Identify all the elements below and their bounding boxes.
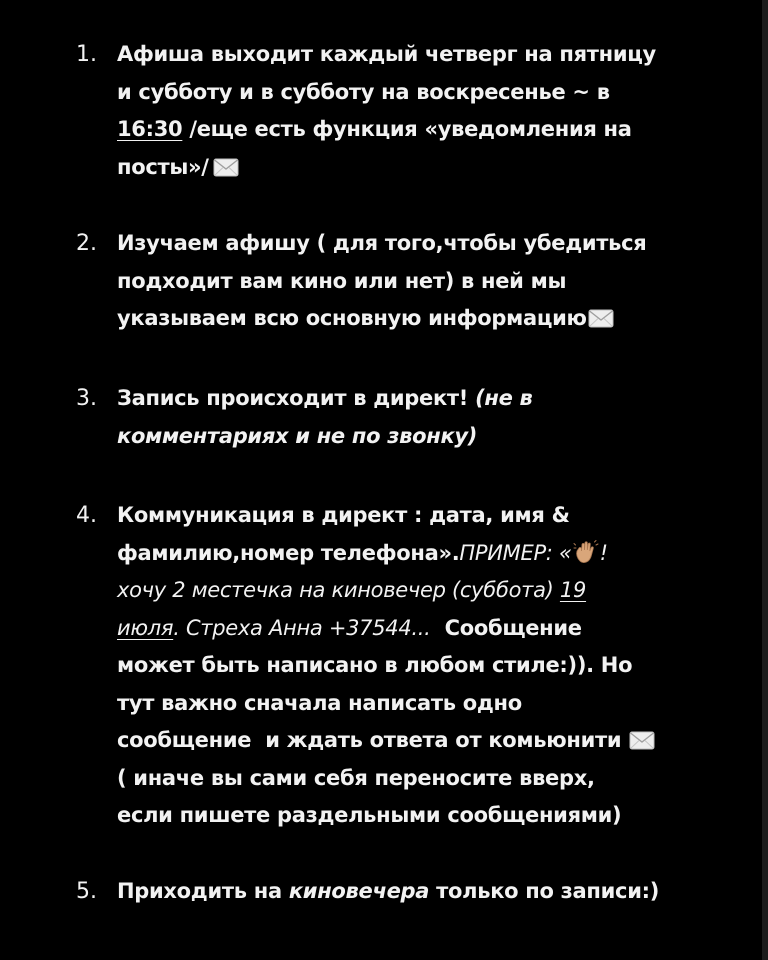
item-text [117, 36, 717, 186]
item-line: и субботу и в субботу на воскресенье ~ в [117, 79, 610, 104]
item-line-text: . Стреха Анна +37544... [173, 615, 431, 640]
item-line-text: посты»/ [117, 154, 209, 179]
scrollbar[interactable] [762, 0, 768, 960]
item-line: Афиша выходит каждый четверг на пятницу [117, 42, 656, 66]
item-number: 1. [76, 42, 97, 67]
item-line-text: /еще есть функция «уведомления на [182, 117, 632, 141]
envelope-icon [213, 158, 239, 177]
item-line [117, 300, 717, 338]
item-line: Коммуникация в директ : дата, имя & [117, 503, 570, 527]
item-line: тут важно сначала написать одно [117, 690, 522, 715]
item-text [117, 380, 717, 455]
item-line-text: Сообщение [430, 615, 582, 640]
item-line-text: фамилию,номер телефона». [117, 540, 460, 565]
item-text [117, 225, 717, 338]
item-line [117, 722, 717, 760]
item-number: 4. [76, 503, 97, 528]
item-line-text: ! [599, 540, 608, 565]
example-label: ПРИМЕР: « [459, 540, 572, 565]
item-number: 5. [76, 879, 97, 904]
item-line [117, 149, 717, 187]
item-line-text: хочу 2 местечка на киновечер (суббота) [117, 578, 560, 602]
item-line-text: только по записи:) [429, 879, 660, 903]
item-line [117, 610, 717, 648]
item-line: ( иначе вы сами себя переносите вверх, [117, 765, 595, 790]
item-line-text: Запись происходит в директ! [117, 386, 476, 410]
item-line [117, 873, 717, 911]
item-line-text: указываем всю основную информацию [117, 306, 587, 330]
date-value: июля [117, 615, 174, 640]
item-line: если пишете раздельными сообщениями) [117, 803, 622, 827]
item-text [117, 873, 717, 911]
item-text [117, 497, 717, 835]
item-line: может быть написано в любом стиле:)). Но [117, 653, 633, 677]
waving-hand-icon [573, 539, 599, 565]
item-line [117, 380, 717, 418]
item-line-text: Приходить на [117, 879, 289, 903]
envelope-icon [588, 309, 614, 328]
item-line-italic: киновечера [288, 879, 430, 903]
item-line-italic: (не в [475, 386, 533, 410]
date-value: 19 [559, 578, 587, 602]
item-line-text: сообщение и ждать ответа от комьюнити [117, 728, 622, 752]
envelope-icon [629, 731, 655, 750]
item-line [117, 535, 717, 573]
item-line: подходит вам кино или нет) в ней мы [117, 268, 567, 293]
item-number: 3. [76, 386, 97, 411]
item-line: комментариях и не по звонку) [117, 423, 478, 448]
item-line [117, 572, 717, 610]
item-line [117, 111, 717, 149]
item-line: Изучаем афишу ( для того,чтобы убедиться [117, 231, 647, 255]
time-value: 16:30 [117, 117, 183, 141]
item-number: 2. [76, 231, 97, 256]
